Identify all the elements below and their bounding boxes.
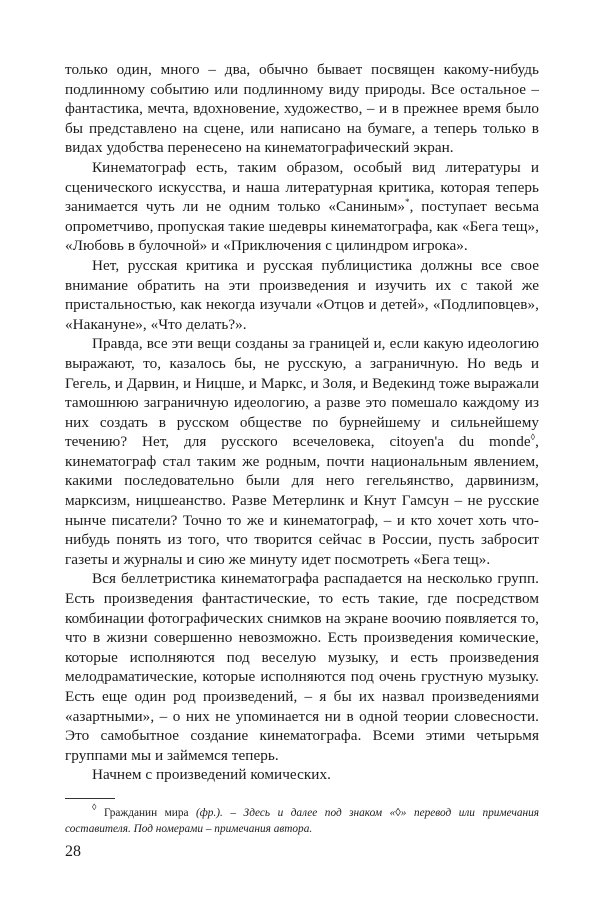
paragraph-1: только один, много – два, обычно бывает посвящен какому-нибудь подлинному событию или подлинному виду природы. Все остальное – фантастика, мечта, вдохновение, художество, – и в прежнее время было бы представлено на сцене, или написано на бумаге, а теперь только в видах удобства перенесено на кинематографический экран. <box>65 61 539 157</box>
page-body <box>65 60 539 785</box>
footnote-editor-remark: – Здесь и далее под знаком «◊» перевод или примечания составителя. Под номерами – примечания автора. <box>65 807 540 835</box>
paragraph-6: Начнем с произведений комических. <box>92 766 331 784</box>
paragraph-2 <box>65 158 539 256</box>
footnote <box>65 802 540 837</box>
paragraph-5: Вся беллетристика кинематографа распадается на несколько групп. Есть произведения фантастические, то есть такие, где посредством комбинации фотографических снимков на экране воочию появляется то, что в жизни совершенно невозможно. Есть произведения комические, которые исполняются под веселую музыку, и есть произведения мелодраматические, которые исполняются под очень грустную музыку. Есть еще один род произведений, – я бы их назвал произведениями «азартными», – о них не упоминается ни в одной теории словесности. Это самобытное создание кинематографа. Всеми этими четырьмя группами мы и займемся теперь. <box>65 570 539 764</box>
paragraph-3: Нет, русская критика и русская публицистика должны все свое внимание обратить на эти произведения и изучить их с такой же пристальностью, как некогда изучали «Отцов и детей», «Подлиповцев», «Накануне», «Что делать?». <box>65 256 539 333</box>
author-note-mark: * <box>405 197 410 208</box>
footnote-language-abbr: (фр.). <box>195 807 223 819</box>
footnote-text: Гражданин мира <box>96 807 196 819</box>
page-number: 28 <box>65 843 81 860</box>
footnote-divider <box>65 798 115 799</box>
footnote-mark: ◊ <box>92 802 97 812</box>
paragraph-2-text-b: , поступает весьма опрометчиво, пропуская такие шедевры кинематографа, как «Бега тещ», «Любовь в булочной» и «Приключения с цилиндром игрока». <box>65 198 539 255</box>
paragraph-4-text-b: , кинематограф стал таким же родным, почти национальным явлением, какими последовательно были для него гегельянство, дарвинизм, марксизм, ницшеанство. Разве Метерлинк и Кнут Гамсун – не русские нынче писатели? Точно то же и кинематограф, – и кто хочет хоть что-нибудь понять из того, что творится сейчас в России, пусть забросит газеты и журналы и сию же минуту идет посмотреть «Бега тещ». <box>65 433 539 568</box>
paragraph-4 <box>65 334 539 569</box>
paragraph-2-text-a: Кинематограф есть, таким образом, особый вид литературы и сценического искусства, и наша литературная критика, которая теперь занимается чуть ли не одним только «Саниным» <box>65 158 539 216</box>
editor-note-mark: ◊ <box>530 432 536 443</box>
paragraph-4-text-a: Правда, все эти вещи созданы за границей и, если какую идеологию выражают, то, казалось бы, не русскую, а заграничную. Но ведь и Гегель, и Дарвин, и Ницше, и Маркс, и Золя, и Ведекинд тоже выражали тамошнюю заграничную идеологию, а разве это помешало каждому из них создать в русском обществе по бурнейшему и сильнейшему течению? Нет, для русского всечеловека, citoyen'a du monde <box>65 335 539 451</box>
main-text <box>65 60 539 785</box>
